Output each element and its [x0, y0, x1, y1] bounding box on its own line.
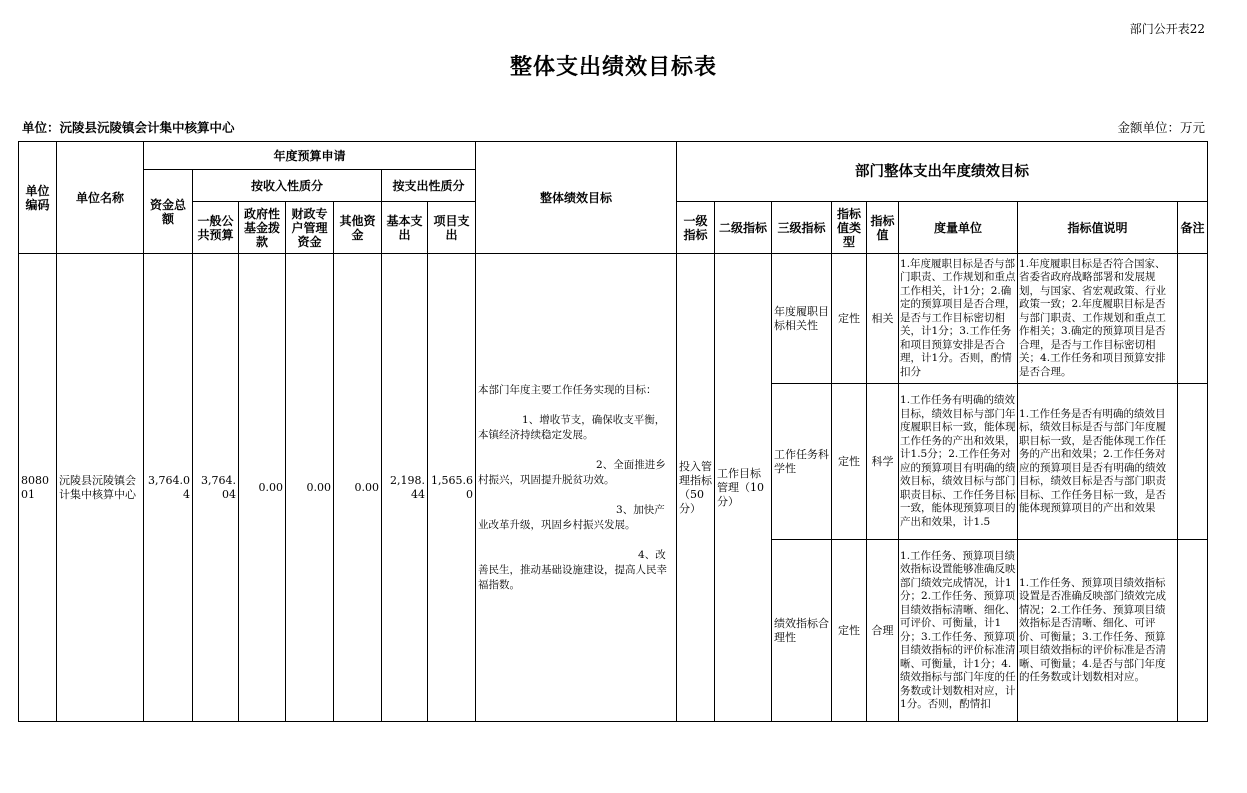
header-level2: 二级指标 — [715, 202, 772, 254]
goal-item-2: 2、全面推进乡村振兴，巩固提升脱贫功效。 — [478, 458, 666, 486]
goal-item-3: 3、加快产业改革升级，巩固乡村振兴发展。 — [478, 503, 665, 531]
cell-total-funds: 3,764.04 — [144, 254, 193, 722]
header-value: 指标值 — [867, 202, 899, 254]
page-title: 整体支出绩效目标表 — [509, 54, 717, 80]
indicator-desc-scientific: 1.工作任务是否有明确的绩效目标，绩效目标是否与部门年度履职目标一致，是否能体现工作任务的产出和效果；2.工作任务对应的预算项目是否有明确的绩效目标，绩效目标是否与部门职责目标、工作任务目标一致，是否能体现预算项目的产出和效果 — [1018, 384, 1178, 540]
header-unit-name: 单位名称 — [57, 142, 144, 254]
indicator-value-reasonable: 合理 — [867, 540, 899, 722]
header-remark: 备注 — [1178, 202, 1208, 254]
header-gov-fund: 政府性基金拨款 — [239, 202, 286, 254]
header-project-exp: 项目支出 — [428, 202, 476, 254]
header-value-type: 指标值类型 — [832, 202, 867, 254]
header-other-funds: 其他资金 — [334, 202, 382, 254]
header-by-income: 按收入性质分 — [193, 170, 382, 202]
header-by-expense: 按支出性质分 — [382, 170, 476, 202]
indicator-remark-scientific — [1178, 384, 1208, 540]
indicator-level3-relevance: 年度履职目标相关性 — [772, 254, 832, 384]
header-fiscal-special: 财政专户管理资金 — [286, 202, 334, 254]
cell-general-budget: 3,764.04 — [193, 254, 239, 722]
indicator-level3-reasonable: 绩效指标合理性 — [772, 540, 832, 722]
indicator-type-scientific: 定性 — [832, 384, 867, 540]
cell-basic-exp: 2,198.44 — [382, 254, 428, 722]
header-measure-unit: 度量单位 — [899, 202, 1018, 254]
cell-project-exp: 1,565.60 — [428, 254, 476, 722]
unit-label: 单位：沅陵县沅陵镇会计集中核算中心 — [22, 120, 235, 135]
performance-table — [18, 141, 1208, 722]
header-total-funds: 资金总额 — [144, 170, 193, 254]
indicator-desc-reasonable: 1.工作任务、预算项目绩效指标设置是否准确反映部门绩效完成情况；2.工作任务、预算项目绩效指标是否清晰、细化、可评价、可衡量；3.工作任务、预算项目绩效指标的评价标准是否清晰、可衡量；4.是否与部门年度的任务数或计划数相对应。 — [1018, 540, 1178, 722]
indicator-measure-reasonable: 1.工作任务、预算项目绩效指标设置能够准确反映部门绩效完成情况，计1分；2.工作任务、预算项目绩效指标清晰、细化、可评价、可衡量，计1分；3.工作任务、预算项目绩效指标的评价标准清晰、可衡量，计1分；4.绩效指标与部门年度的任务数或计划数相对应，计1分。否则，酌情扣 — [899, 540, 1018, 722]
header-level3: 三级指标 — [772, 202, 832, 254]
indicator-level3-scientific: 工作任务科学性 — [772, 384, 832, 540]
cell-level2: 工作目标管理（10分） — [715, 254, 772, 722]
header-basic-exp: 基本支出 — [382, 202, 428, 254]
indicator-value-relevance: 相关 — [867, 254, 899, 384]
indicator-measure-relevance: 1.年度履职目标是否与部门职责、工作规划和重点工作相关，计1分；2.确定的预算项目是否合理，是否与工作目标密切相关，计1分；3.工作任务和项目预算安排是否合理，计1分。否则，酌情扣分 — [899, 254, 1018, 384]
money-unit-label: 金额单位：万元 — [1117, 120, 1205, 135]
header-unit-code: 单位编码 — [19, 142, 57, 254]
cell-overall-goal — [476, 254, 677, 722]
header-annual-budget: 年度预算申请 — [144, 142, 476, 170]
cell-other-funds: 0.00 — [334, 254, 382, 722]
indicator-type-reasonable: 定性 — [832, 540, 867, 722]
header-value-desc: 指标值说明 — [1018, 202, 1178, 254]
indicator-value-scientific: 科学 — [867, 384, 899, 540]
header-dept-goal: 部门整体支出年度绩效目标 — [677, 142, 1208, 202]
cell-unit-code: 808001 — [19, 254, 57, 722]
header-general-budget: 一般公共预算 — [193, 202, 239, 254]
cell-fiscal-special: 0.00 — [286, 254, 334, 722]
indicator-type-relevance: 定性 — [832, 254, 867, 384]
cell-unit-name: 沅陵县沅陵镇会计集中核算中心 — [57, 254, 144, 722]
indicator-remark-reasonable — [1178, 540, 1208, 722]
goal-item-4: 4、改善民生，推动基础设施建设，提高人民幸福指数。 — [478, 548, 668, 591]
indicator-remark-relevance — [1178, 254, 1208, 384]
table-number-label: 部门公开表22 — [1129, 22, 1205, 36]
cell-level1: 投入管理指标（50分） — [677, 254, 715, 722]
indicator-measure-scientific: 1.工作任务有明确的绩效目标，绩效目标与部门年度履职目标一致，能体现工作任务的产出和效果，计1.5分；2.工作任务对应的预算项目有明确的绩效目标，绩效目标与部门职责目标、工作任务目标一致，能体现预算项目的产出和效果，计1.5 — [899, 384, 1018, 540]
goal-intro: 本部门年度主要工作任务实现的目标： — [478, 383, 657, 396]
goal-item-1: 1、增收节支，确保收支平衡，本镇经济持续稳定发展。 — [478, 413, 666, 441]
header-overall-goal: 整体绩效目标 — [476, 142, 677, 254]
header-level1: 一级指标 — [677, 202, 715, 254]
cell-gov-fund: 0.00 — [239, 254, 286, 722]
indicator-desc-relevance: 1.年度履职目标是否符合国家、省委省政府战略部署和发展规划，与国家、省宏观政策、行业政策一致；2.年度履职目标是否与部门职责、工作规划和重点工作相关；3.确定的预算项目是否合理，是否与工作目标密切相关；4.工作任务和项目预算安排是否合理。 — [1018, 254, 1178, 384]
